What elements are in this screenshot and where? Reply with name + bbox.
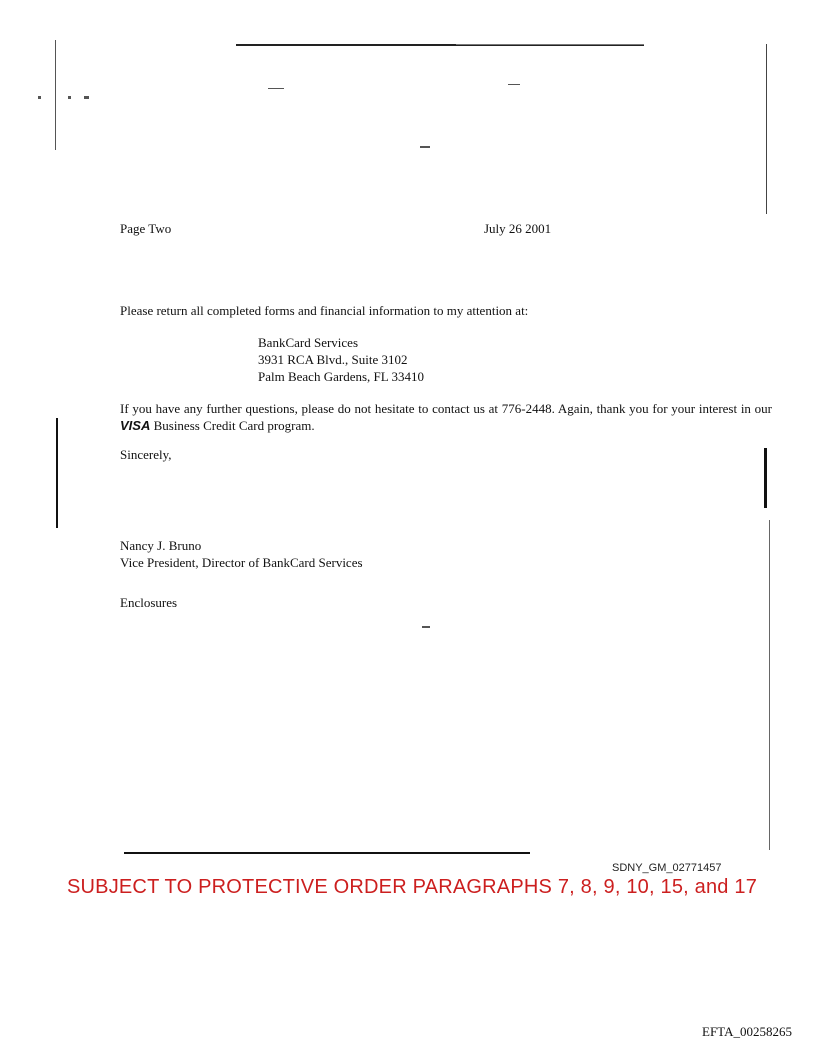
mailing-address	[258, 334, 424, 385]
right-edge-scan-line-lower	[769, 520, 770, 850]
scan-speck	[68, 96, 71, 99]
right-edge-scan-mark	[764, 448, 767, 508]
left-edge-scan-line-lower	[56, 418, 58, 528]
signer-title: Vice President, Director of BankCard Services	[120, 555, 363, 570]
signer-name: Nancy J. Bruno	[120, 538, 202, 553]
questions-paragraph	[120, 400, 772, 434]
closing: Sincerely,	[120, 447, 172, 462]
left-edge-scan-line	[55, 40, 56, 150]
right-edge-scan-line	[766, 44, 767, 214]
page-label: Page Two	[120, 221, 172, 236]
questions-text-end: Business Credit Card program.	[150, 418, 315, 433]
top-scan-rule	[236, 44, 644, 46]
visa-brand: VISA	[120, 418, 151, 433]
return-instruction: Please return all completed forms and financial information to my attention at:	[120, 303, 529, 318]
scan-speck	[420, 146, 430, 148]
scan-speck	[268, 88, 284, 89]
efta-number: EFTA_00258265	[702, 1024, 792, 1039]
address-line-1: BankCard Services	[258, 335, 359, 350]
signature-block	[120, 537, 363, 571]
bates-number: SDNY_GM_02771457	[612, 862, 722, 874]
scan-speck	[84, 96, 89, 99]
enclosures-note: Enclosures	[120, 595, 178, 610]
address-line-2: 3931 RCA Blvd., Suite 3102	[258, 352, 408, 367]
bottom-rule	[124, 852, 530, 854]
address-line-3: Palm Beach Gardens, FL 33410	[258, 369, 424, 384]
questions-text-start: If you have any further questions, please do not hesitate to contact us at 776-2448. Again, thank you for your interest in our	[120, 401, 772, 416]
letter-date: July 26 2001	[484, 221, 552, 236]
protective-order-banner: SUBJECT TO PROTECTIVE ORDER PARAGRAPHS 7, 8, 9, 10, 15, and 17	[66, 876, 758, 898]
scan-speck	[38, 96, 41, 99]
scan-speck	[508, 84, 520, 85]
scan-speck	[422, 626, 430, 628]
